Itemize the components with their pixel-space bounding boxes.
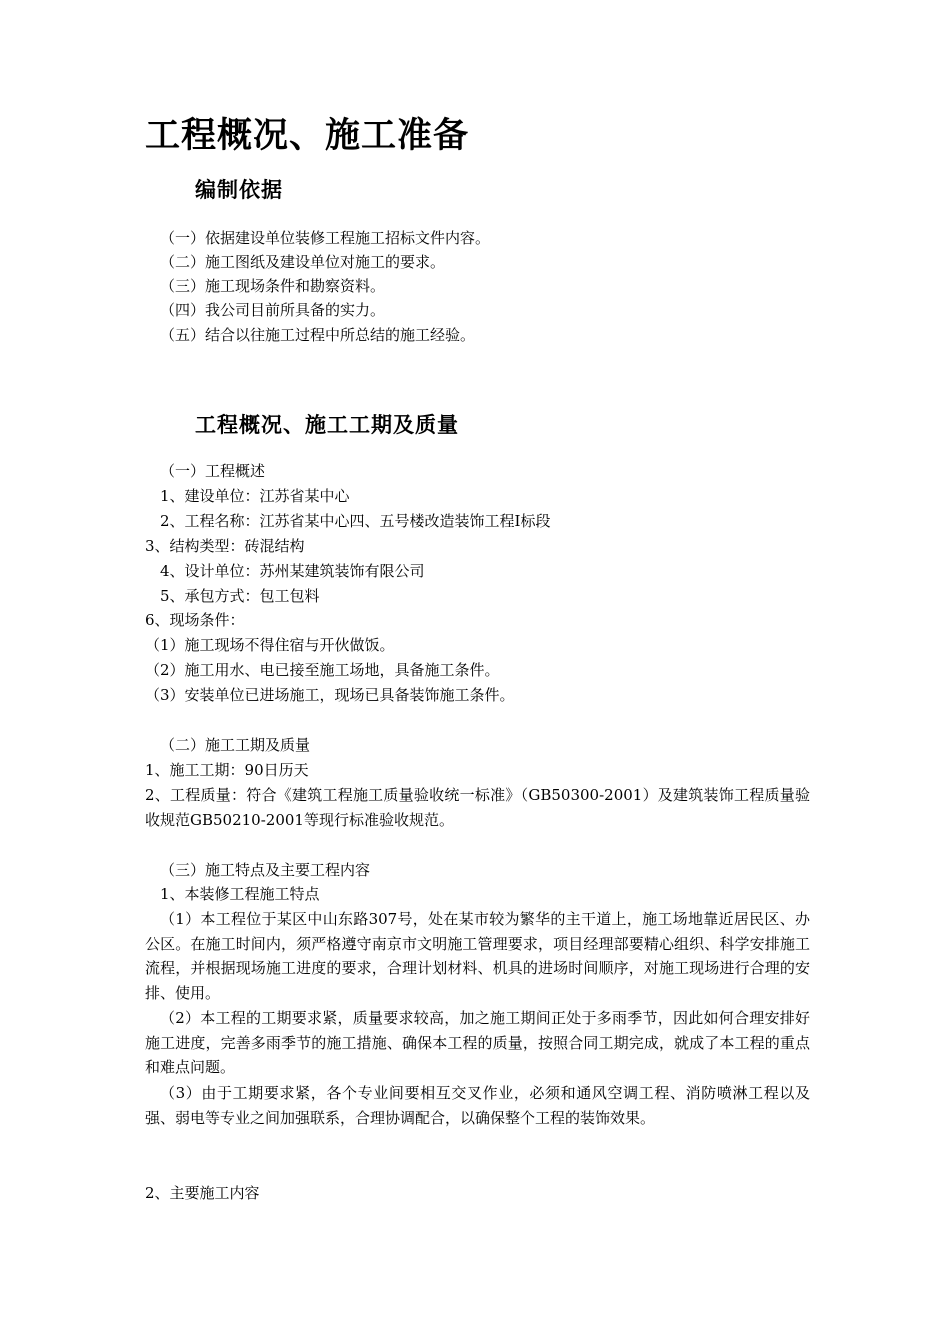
overview-item: 2、工程名称：江苏省某中心四、五号楼改造装饰工程Ⅰ标段 bbox=[160, 512, 551, 530]
overview-item: 1、建设单位：江苏省某中心 bbox=[160, 487, 350, 505]
subsection-title: 1、本装修工程施工特点 bbox=[160, 885, 320, 903]
basis-item: （三）施工现场条件和勘察资料。 bbox=[160, 277, 386, 295]
overview-item: 4、设计单位：苏州某建筑装饰有限公司 bbox=[160, 562, 425, 580]
subsection-title: 2、主要施工内容 bbox=[145, 1184, 260, 1202]
period-line: 1、施工工期：90日历天 bbox=[145, 761, 309, 779]
overview-item: 5、承包方式：包工包料 bbox=[160, 587, 320, 605]
condition-item: （3）安装单位已进场施工，现场已具备装饰施工条件。 bbox=[145, 686, 515, 704]
condition-item: （2）施工用水、电已接至施工场地，具备施工条件。 bbox=[145, 661, 500, 679]
quality-paragraph: 2、工程质量：符合《建筑工程施工质量验收统一标准》（GB50300-2001）及建筑装饰工程质量验收规范GB50210-2001等现行标准验收规范。 bbox=[145, 786, 810, 829]
feature-paragraph: （2）本工程的工期要求紧，质量要求较高，加之施工期间正处于多雨季节，因此如何合理安排好施工进度，完善多雨季节的施工措施、确保本工程的质量，按照合同工期完成，就成了本工程的重点和难点问题。 bbox=[145, 1009, 810, 1076]
basis-heading: 编制依据 bbox=[195, 177, 283, 202]
document-title: 工程概况、施工准备 bbox=[145, 115, 470, 156]
section-title: （三）施工特点及主要工程内容 bbox=[160, 861, 371, 879]
overview-heading: 工程概况、施工工期及质量 bbox=[195, 412, 459, 437]
overview-item: 3、结构类型：砖混结构 bbox=[145, 537, 305, 555]
basis-item: （二）施工图纸及建设单位对施工的要求。 bbox=[160, 253, 446, 271]
section-title: （二）施工工期及质量 bbox=[160, 736, 311, 754]
basis-item: （一）依据建设单位装修工程施工招标文件内容。 bbox=[160, 229, 491, 247]
feature-paragraph: （3）由于工期要求紧，各个专业间要相互交叉作业，必须和通风空调工程、消防喷淋工程以及强、弱电等专业之间加强联系，合理协调配合，以确保整个工程的装饰效果。 bbox=[145, 1084, 810, 1127]
basis-item: （五）结合以往施工过程中所总结的施工经验。 bbox=[160, 326, 476, 344]
section-title: （一）工程概述 bbox=[160, 462, 266, 480]
overview-item: 6、现场条件： bbox=[145, 611, 245, 629]
feature-paragraph: （1）本工程位于某区中山东路307号，处在某市较为繁华的主干道上，施工场地靠近居民区、办公区。在施工时间内，须严格遵守南京市文明施工管理要求，项目经理部要精心组织、科学安排施工流程，并根据现场施工进度的要求，合理计划材料、机具的进场时间顺序，对施工现场进行合理的安排、使用。 bbox=[145, 910, 810, 1002]
basis-item: （四）我公司目前所具备的实力。 bbox=[160, 301, 386, 319]
condition-item: （1）施工现场不得住宿与开伙做饭。 bbox=[145, 636, 395, 654]
